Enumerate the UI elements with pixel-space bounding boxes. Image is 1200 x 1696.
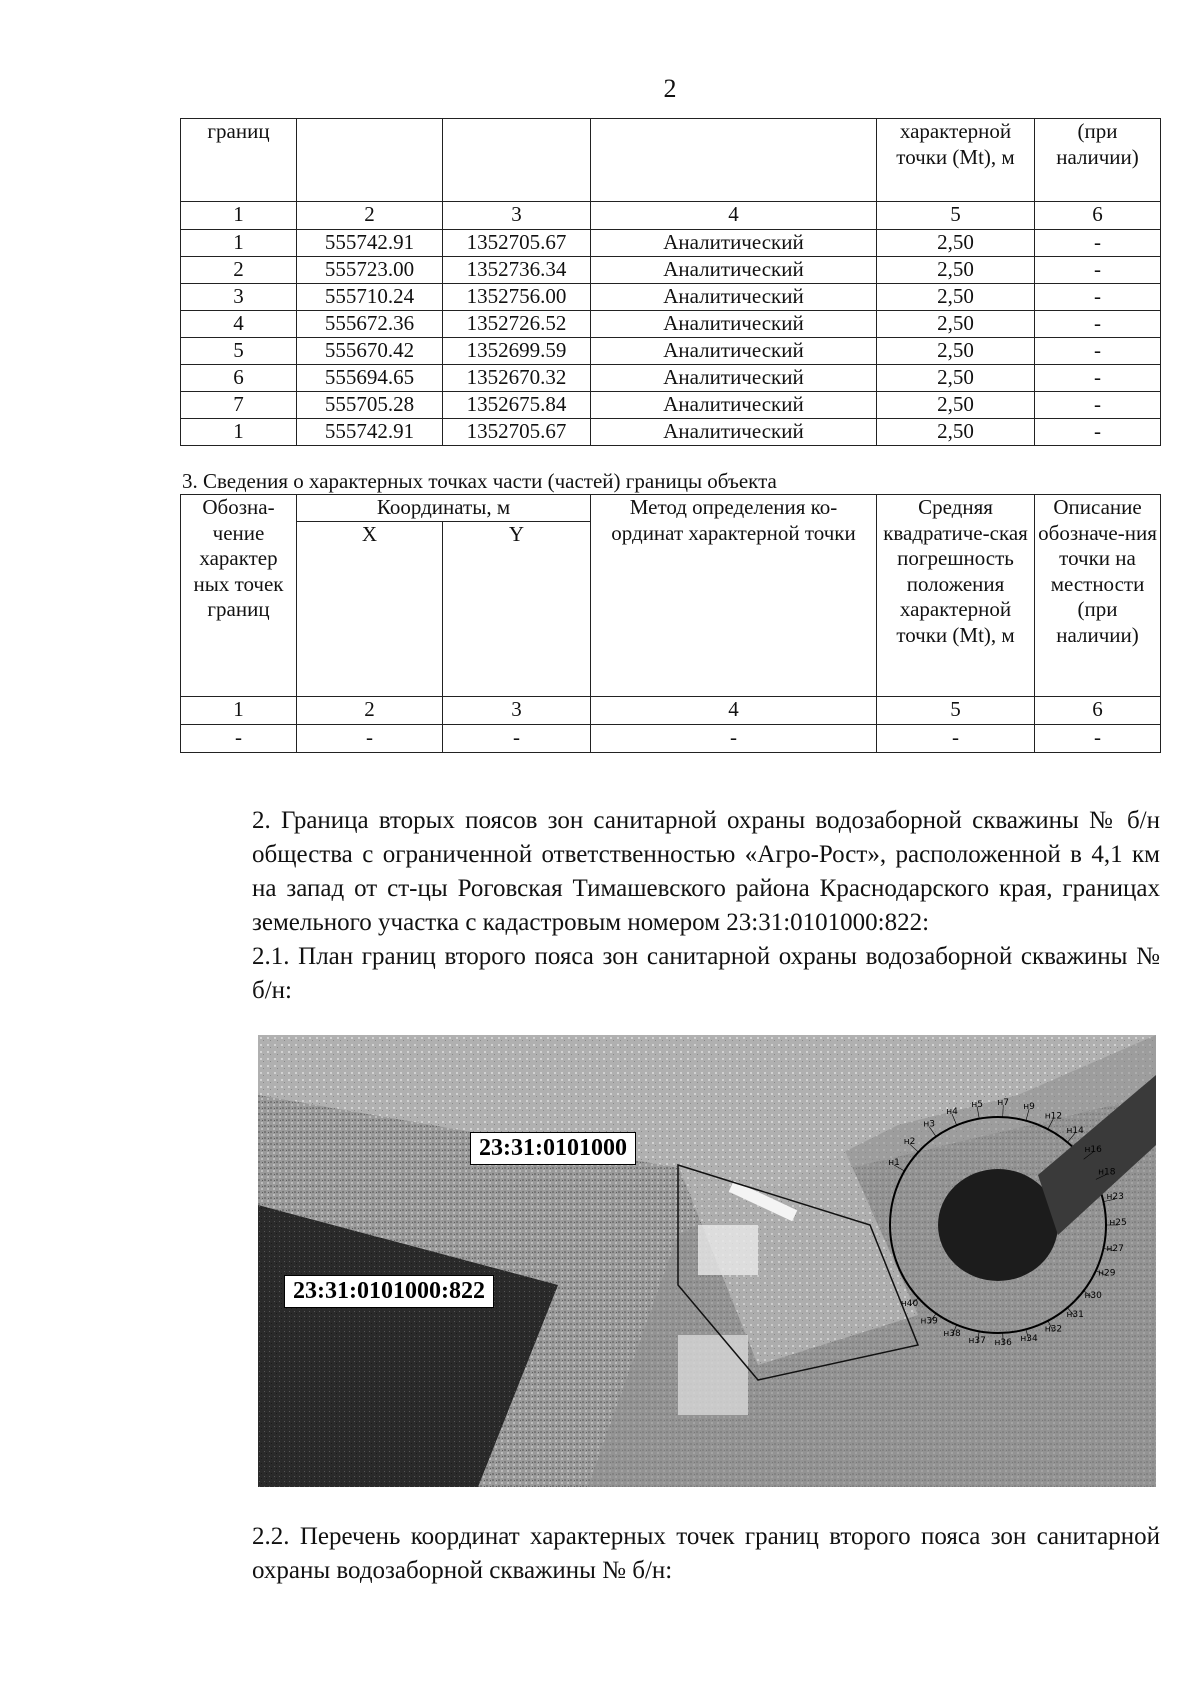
- header-cell: характерной точки (Mt), м: [877, 119, 1035, 202]
- table-cell: 2,50: [877, 392, 1035, 419]
- table-row: [181, 284, 1161, 311]
- point-label: н9: [1023, 1102, 1035, 1113]
- table-cell: 2,50: [877, 311, 1035, 338]
- column-number: 4: [591, 202, 877, 230]
- table-cell: Аналитический: [591, 392, 877, 419]
- coordinates-header: Координаты, м: [297, 495, 591, 522]
- table-cell: 555672.36: [297, 311, 443, 338]
- table-cell: -: [443, 724, 591, 752]
- table-cell: -: [1035, 419, 1161, 446]
- header-cell: [443, 119, 591, 202]
- y-header: Y: [443, 521, 591, 696]
- point-label: н23: [1106, 1192, 1124, 1203]
- paragraph-text: 2.1. План границ второго пояса зон санитарной охраны водозаборной скважины № б/н:: [252, 943, 1160, 1004]
- point-label: н2: [903, 1136, 916, 1147]
- table-cell: 5: [181, 338, 297, 365]
- table-cell: 4: [181, 311, 297, 338]
- point-label: н1: [888, 1158, 900, 1168]
- table-cell: Аналитический: [591, 338, 877, 365]
- table-cell: -: [1035, 365, 1161, 392]
- table-cell: Аналитический: [591, 419, 877, 446]
- boundary-plan-map: [258, 1035, 1156, 1487]
- table-cell: -: [591, 724, 877, 752]
- table-cell: 555742.91: [297, 230, 443, 257]
- description-header: Описание обозначе-ния точки на местности (при наличии): [1035, 495, 1161, 697]
- column-number: 1: [181, 202, 297, 230]
- point-label: н34: [1020, 1333, 1038, 1344]
- table-row: [181, 230, 1161, 257]
- column-number: 3: [443, 696, 591, 724]
- table-cell: -: [1035, 392, 1161, 419]
- point-label: н38: [943, 1328, 961, 1339]
- point-label: н40: [900, 1299, 919, 1310]
- table-row: [181, 338, 1161, 365]
- section-3-title: 3. Сведения о характерных точках части (частей) границы объекта: [182, 469, 777, 493]
- table-cell: -: [1035, 724, 1161, 752]
- table-row: [181, 311, 1161, 338]
- table-cell: 2,50: [877, 284, 1035, 311]
- column-number: 4: [591, 696, 877, 724]
- table-cell: 6: [181, 365, 297, 392]
- table-cell: 2,50: [877, 365, 1035, 392]
- table-cell: Аналитический: [591, 365, 877, 392]
- point-label: н3: [923, 1119, 935, 1130]
- column-number-row: [181, 202, 1161, 230]
- paragraph-2: [180, 804, 1160, 940]
- point-label: н39: [920, 1316, 938, 1327]
- table-cell: -: [1035, 230, 1161, 257]
- table-cell: 2,50: [877, 230, 1035, 257]
- point-label: н36: [994, 1337, 1012, 1348]
- aerial-photo: [258, 1035, 1156, 1487]
- column-number: 3: [443, 202, 591, 230]
- table-cell: 555742.91: [297, 419, 443, 446]
- point-label: н25: [1109, 1218, 1127, 1228]
- column-number-row: [181, 696, 1161, 724]
- table-cell: 555723.00: [297, 257, 443, 284]
- table-cell: 555705.28: [297, 392, 443, 419]
- table-header-row: [181, 495, 1161, 522]
- point-label: н37: [968, 1336, 986, 1347]
- table-cell: 555710.24: [297, 284, 443, 311]
- table-cell: 2: [181, 257, 297, 284]
- table-cell: 1352756.00: [443, 284, 591, 311]
- table-cell: 2,50: [877, 419, 1035, 446]
- part-boundary-points-table: [180, 494, 1161, 753]
- table-cell: 1352699.59: [443, 338, 591, 365]
- table-body: [181, 230, 1161, 446]
- designation-header: Обозна-чение характер ных точек границ: [181, 495, 297, 697]
- quarter-label: 23:31:0101000: [470, 1132, 636, 1165]
- point-label: н12: [1044, 1111, 1063, 1122]
- x-header: X: [297, 521, 443, 696]
- column-number: 6: [1035, 202, 1161, 230]
- header-cell: (при наличии): [1035, 119, 1161, 202]
- table-cell: 1352736.34: [443, 257, 591, 284]
- table-cell: 1352670.32: [443, 365, 591, 392]
- table-cell: -: [877, 724, 1035, 752]
- table-cell: 1: [181, 419, 297, 446]
- paragraph-2-1: [180, 940, 1160, 1008]
- table-row: [181, 257, 1161, 284]
- table-row: [181, 419, 1161, 446]
- table-cell: 555694.65: [297, 365, 443, 392]
- table-cell: 2,50: [877, 338, 1035, 365]
- point-label: н16: [1084, 1144, 1102, 1155]
- table-cell: 555670.42: [297, 338, 443, 365]
- table-cell: -: [181, 724, 297, 752]
- error-header: Средняя квадратиче-ская погрешность положения характерной точки (Mt), м: [877, 495, 1035, 697]
- header-cell: границ: [181, 119, 297, 202]
- table-cell: 2,50: [877, 257, 1035, 284]
- table-row: [181, 365, 1161, 392]
- table-cell: 1352705.67: [443, 230, 591, 257]
- table-cell: -: [1035, 284, 1161, 311]
- point-label: н4: [946, 1107, 958, 1118]
- point-label: н5: [971, 1099, 983, 1110]
- point-label: н18: [1098, 1167, 1116, 1178]
- column-number: 5: [877, 696, 1035, 724]
- table-row: [181, 392, 1161, 419]
- coordinates-table-continued: [180, 118, 1161, 446]
- point-label: н32: [1044, 1324, 1063, 1335]
- column-number: 2: [297, 202, 443, 230]
- column-number: 6: [1035, 696, 1161, 724]
- point-label: н30: [1084, 1291, 1102, 1302]
- table-cell: Аналитический: [591, 230, 877, 257]
- page-number: 2: [663, 74, 677, 103]
- paragraph-2-2: [180, 1520, 1160, 1588]
- header-cell: [297, 119, 443, 202]
- table-cell: 1352675.84: [443, 392, 591, 419]
- table-cell: -: [1035, 257, 1161, 284]
- method-header: Метод определения ко-ординат характерной точки: [591, 495, 877, 697]
- table-cell: Аналитический: [591, 257, 877, 284]
- point-label: н31: [1066, 1309, 1084, 1320]
- column-number: 1: [181, 696, 297, 724]
- table-header-row: [181, 119, 1161, 202]
- parcel-label: 23:31:0101000:822: [284, 1275, 494, 1308]
- table-cell: -: [1035, 338, 1161, 365]
- column-number: 2: [297, 696, 443, 724]
- table-cell: -: [297, 724, 443, 752]
- table-row: [181, 724, 1161, 752]
- point-label: н27: [1106, 1243, 1124, 1254]
- table-cell: 3: [181, 284, 297, 311]
- table-cell: 1352726.52: [443, 311, 591, 338]
- point-label: н29: [1098, 1268, 1116, 1279]
- paragraph-text: 2. Граница вторых поясов зон санитарной охраны водозаборной скважины № б/н общества с ограниченной ответственностью «Агро-Рост», расположенной в 4,1 км на запад от ст-цы Роговская Тимашевского района Краснодарского края, границах земельного участка с кадастровым номером 23:31:0101000:822:: [252, 807, 1160, 936]
- table-cell: 1352705.67: [443, 419, 591, 446]
- table-cell: Аналитический: [591, 284, 877, 311]
- table-cell: 7: [181, 392, 297, 419]
- table-cell: Аналитический: [591, 311, 877, 338]
- header-cell: [591, 119, 877, 202]
- point-label: н14: [1066, 1126, 1084, 1137]
- point-label: н7: [997, 1098, 1010, 1109]
- column-number: 5: [877, 202, 1035, 230]
- paragraph-text: 2.2. Перечень координат характерных точек границ второго пояса зон санитарной охраны водозаборной скважины № б/н:: [252, 1523, 1160, 1584]
- table-cell: -: [1035, 311, 1161, 338]
- table-cell: 1: [181, 230, 297, 257]
